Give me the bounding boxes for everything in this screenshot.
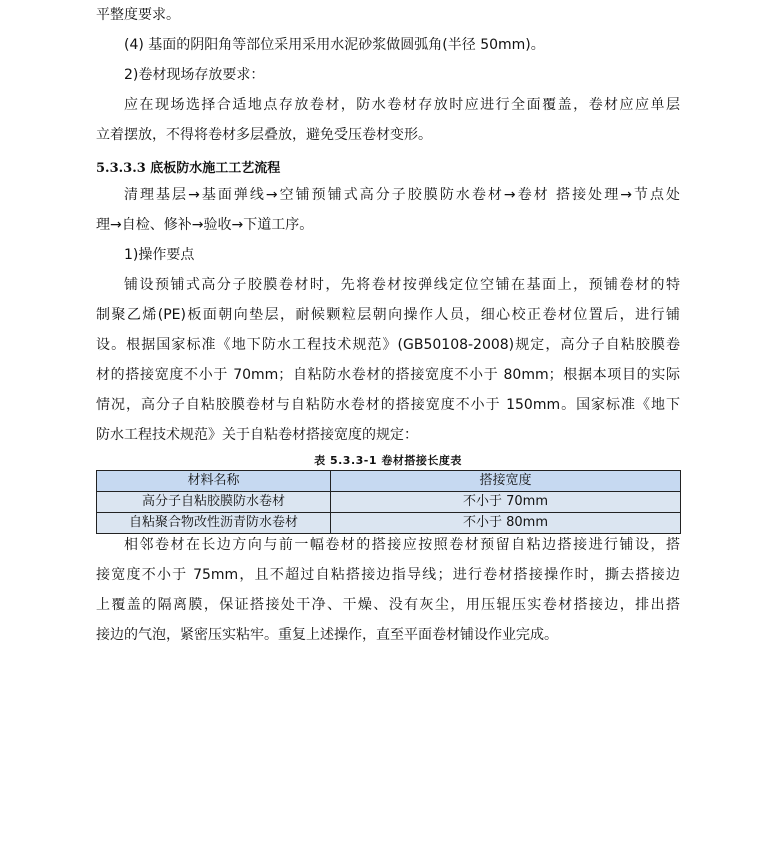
paragraph-line: 相邻卷材在长边方向与前一幅卷材的搭接应按照卷材预留自粘边搭接进行铺设，搭 bbox=[124, 537, 680, 553]
table-cell: 不小于 70mm bbox=[331, 492, 681, 513]
sub-heading: 1)操作要点 bbox=[124, 247, 195, 263]
paragraph-line: 立着摆放，不得将卷材多层叠放，避免受压卷材变形。 bbox=[96, 127, 432, 143]
table-cell: 自粘聚合物改性沥青防水卷材 bbox=[97, 513, 331, 534]
paragraph-line: (4) 基面的阴阳角等部位采用采用水泥砂浆做圆弧角(半径 50mm)。 bbox=[124, 37, 545, 53]
paragraph-line: 理→自检、修补→验收→下道工序。 bbox=[96, 217, 314, 233]
table-header-row bbox=[97, 471, 681, 492]
paragraph-line: 应在现场选择合适地点存放卷材，防水卷材存放时应进行全面覆盖，卷材应应单层 bbox=[124, 97, 680, 113]
table-cell: 高分子自粘胶膜防水卷材 bbox=[97, 492, 331, 513]
paragraph-line: 2)卷材现场存放要求： bbox=[124, 67, 265, 83]
overlap-width-table bbox=[96, 470, 681, 534]
document-page bbox=[96, 0, 680, 650]
paragraph-line: 防水工程技术规范》关于自粘卷材搭接宽度的规定： bbox=[96, 427, 418, 443]
table-header-cell: 搭接宽度 bbox=[331, 471, 681, 492]
paragraph-line: 接宽度不小于 75mm，且不超过自粘搭接边指导线；进行卷材搭接操作时，撕去搭接边 bbox=[96, 567, 680, 583]
paragraph-line: 接边的气泡，紧密压实粘牢。重复上述操作，直至平面卷材铺设作业完成。 bbox=[96, 627, 558, 643]
table-caption: 表 5.3.3-1 卷材搭接长度表 bbox=[314, 454, 462, 467]
paragraph-line: 上覆盖的隔离膜，保证搭接处干净、干燥、没有灰尘，用压辊压实卷材搭接边，排出搭 bbox=[96, 597, 680, 613]
section-heading: 5.3.3.3 底板防水施工工艺流程 bbox=[96, 161, 281, 176]
table-cell: 不小于 80mm bbox=[331, 513, 681, 534]
paragraph-line: 情况，高分子自粘胶膜卷材与自粘防水卷材的搭接宽度不小于 150mm。国家标准《地下 bbox=[96, 397, 680, 413]
paragraph-line: 制聚乙烯(PE)板面朝向垫层，耐候颗粒层朝向操作人员，细心校正卷材位置后，进行铺 bbox=[96, 307, 680, 323]
table-header-cell: 材料名称 bbox=[97, 471, 331, 492]
paragraph-line: 设。根据国家标准《地下防水工程技术规范》(GB50108-2008)规定，高分子自粘胶膜卷 bbox=[96, 337, 680, 353]
paragraph-line: 材的搭接宽度不小于 70mm；自粘防水卷材的搭接宽度不小于 80mm；根据本项目的实际 bbox=[96, 367, 680, 383]
paragraph-line: 清理基层→基面弹线→空铺预铺式高分子胶膜防水卷材→卷材 搭接处理→节点处 bbox=[124, 187, 680, 203]
paragraph-line: 平整度要求。 bbox=[96, 7, 180, 23]
table-row bbox=[97, 492, 681, 513]
paragraph-line: 铺设预铺式高分子胶膜卷材时，先将卷材按弹线定位空铺在基面上，预铺卷材的特 bbox=[124, 277, 680, 293]
